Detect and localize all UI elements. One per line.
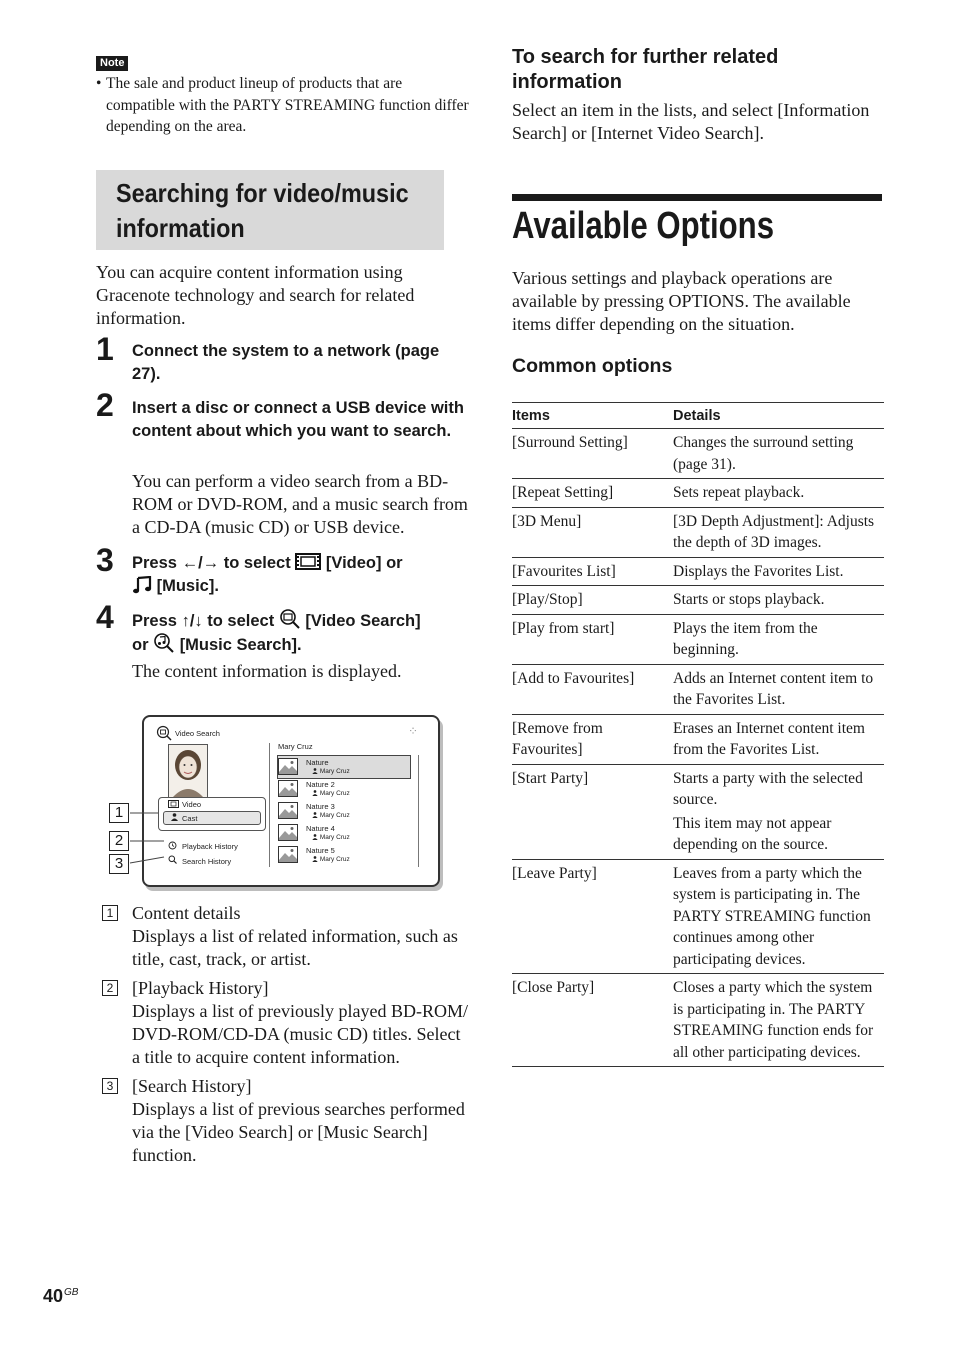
table-row (512, 764, 884, 859)
option-detail-text: Adds an Internet content item to the Favorites List. (673, 669, 874, 708)
option-detail-text: Starts or stops playback. (673, 591, 825, 608)
list-item[interactable] (278, 823, 408, 843)
callout-1: 1 (109, 803, 129, 823)
available-options-title: Available Options (512, 205, 775, 247)
legend-1 (132, 902, 472, 971)
option-details (673, 714, 884, 764)
legend-1-number: 1 (102, 905, 118, 921)
legend-3-desc: Displays a list of previous searches performed via the [Video Search] or [Music Search] function. (132, 1099, 465, 1165)
option-details (673, 429, 884, 479)
legend-2-desc: Displays a list of previously played BD-ROM/ DVD-ROM/CD-DA (music CD) titles. Select a title to acquire content information. (132, 1001, 468, 1067)
video-film-icon (295, 554, 321, 572)
heading-rule (512, 194, 882, 201)
table-header-row (512, 403, 884, 429)
list-item[interactable] (278, 845, 408, 865)
menu-search-history[interactable]: Search History (182, 857, 232, 866)
item-subtitle: Mary Cruz (312, 833, 350, 842)
left-right-arrows-icon: ←/→ (181, 554, 220, 572)
item-title: Nature 2 (306, 780, 335, 789)
option-item: [Start Party] (512, 764, 673, 859)
item-subtitle: Mary Cruz (312, 789, 350, 798)
item-title: Nature 4 (306, 824, 335, 833)
option-details (673, 479, 884, 508)
legend-1-title: Content details (132, 903, 241, 923)
option-item: [Play/Stop] (512, 586, 673, 615)
film-icon (168, 800, 179, 810)
option-detail-text: Plays the item from the beginning. (673, 619, 818, 658)
options-table (512, 402, 884, 1067)
option-item: [3D Menu] (512, 507, 673, 557)
page-number: $40^{GB}$ (43, 1286, 79, 1306)
table-row (512, 974, 884, 1067)
table-row (512, 429, 884, 479)
list-item[interactable] (278, 779, 408, 799)
item-title: Nature (306, 758, 329, 767)
step-2-title: Insert a disc or connect a USB device with content about which you want to search. (132, 399, 464, 440)
table-row (512, 586, 884, 615)
step-1-number: 1 (96, 331, 114, 367)
person-icon (312, 834, 318, 840)
option-details (673, 974, 884, 1067)
item-subtitle: Mary Cruz (312, 767, 350, 776)
person-icon (312, 768, 318, 774)
option-detail-text: Erases an Internet content item from the Favorites List. (673, 719, 865, 758)
person-icon (312, 790, 318, 796)
header-items: Items (512, 403, 673, 429)
video-search-header-icon (156, 725, 172, 743)
landscape-thumbnail-icon (278, 824, 298, 846)
list-item[interactable] (278, 801, 408, 821)
option-detail-text: Displays the Favorites List. (673, 562, 844, 580)
legend-3-number: 3 (102, 1078, 118, 1094)
section-title: Searching for video/music information (116, 178, 409, 243)
note-body: The sale and product lineup of products that are compatible with the PARTY STREAMING function differ depending on the area. (106, 75, 469, 135)
person-name: Mary Cruz (278, 742, 313, 751)
option-item: [Play from start] (512, 614, 673, 664)
table-row (512, 859, 884, 974)
note-text (96, 73, 471, 138)
loading-spinner-icon: ⁘ (408, 724, 419, 738)
section-header (96, 170, 444, 250)
legend-1-desc: Displays a list of related information, such as title, cast, track, or artist. (132, 926, 458, 969)
video-search-screen (142, 715, 440, 887)
up-down-arrows-icon: ↑/↓ (181, 612, 203, 630)
available-options-body: Various settings and playback operations are available by pressing OPTIONS. The available items differ depending on the situation. (512, 268, 851, 334)
option-item: [Close Party] (512, 974, 673, 1067)
option-item: [Surround Setting] (512, 429, 673, 479)
note-badge: Note (96, 56, 128, 71)
callout-3: 3 (109, 854, 129, 874)
option-details (673, 664, 884, 714)
legend-2 (132, 977, 472, 1069)
option-detail-text: Leaves from a party which the system is participating in. The PARTY STREAMING function continues among other participating devices. (673, 864, 871, 968)
option-detail-text: [3D Depth Adjustment]: Adjusts the depth of 3D images. (673, 512, 875, 551)
further-search-heading: To search for further related information (512, 46, 779, 93)
search-icon (168, 855, 177, 866)
option-detail-text: This item may not appear depending on the source. (673, 814, 832, 853)
person-icon (171, 813, 178, 823)
list-item[interactable] (278, 757, 408, 777)
option-details (673, 586, 884, 615)
item-subtitle: Mary Cruz (312, 811, 350, 820)
video-search-icon (279, 612, 301, 630)
legend-3-title: [Search History] (132, 1076, 252, 1096)
landscape-thumbnail-icon (278, 758, 298, 780)
callout-lines (128, 795, 168, 870)
table-row (512, 479, 884, 508)
panel-divider (269, 743, 270, 867)
callout-2: 2 (109, 831, 129, 851)
table-row (512, 614, 884, 664)
landscape-thumbnail-icon (278, 802, 298, 824)
option-details (673, 764, 884, 859)
option-detail-text: Changes the surround setting (page 31). (673, 434, 854, 473)
landscape-thumbnail-icon (278, 846, 298, 868)
list-scrollbar[interactable] (418, 755, 419, 867)
music-note-icon (132, 577, 152, 595)
step-4-number: 4 (96, 599, 114, 635)
item-subtitle: Mary Cruz (312, 855, 350, 864)
step-3-number: 3 (96, 542, 114, 578)
option-item: [Repeat Setting] (512, 479, 673, 508)
table-row (512, 664, 884, 714)
table-row (512, 557, 884, 586)
option-detail-text: Starts a party with the selected source. (673, 769, 863, 808)
step-4-title: Press ↑/↓ to select [Video Search] or [Music Search]. (132, 612, 421, 654)
legend-3 (132, 1075, 472, 1167)
option-details (673, 614, 884, 664)
intro-text: You can acquire content information using Gracenote technology and search for related information. (96, 262, 415, 328)
table-row (512, 714, 884, 764)
item-title: Nature 5 (306, 846, 335, 855)
bullet: • (96, 75, 102, 92)
step-4-body: The content information is displayed. (132, 661, 402, 681)
screen-header-title: Video Search (175, 729, 220, 738)
step-2-body: You can perform a video search from a BD-ROM or DVD-ROM, and a music search from a CD-DA (music CD) or USB device. (132, 471, 468, 537)
step-1-title: Connect the system to a network (page 27). (132, 342, 440, 383)
option-details (673, 557, 884, 586)
legend-2-number: 2 (102, 980, 118, 996)
common-options-heading: Common options (512, 355, 673, 377)
option-details (673, 507, 884, 557)
landscape-thumbnail-icon (278, 780, 298, 802)
person-icon (312, 856, 318, 862)
option-item: [Leave Party] (512, 859, 673, 974)
further-search-body: Select an item in the lists, and select [Information Search] or [Internet Video Search]. (512, 100, 870, 143)
portrait-thumbnail (168, 744, 208, 798)
option-details (673, 859, 884, 974)
menu-video[interactable]: Video (182, 800, 202, 809)
history-icon (168, 841, 177, 852)
option-item: [Favourites List] (512, 557, 673, 586)
person-icon (312, 812, 318, 818)
menu-playback-history[interactable]: Playback History (182, 842, 238, 851)
step-2-number: 2 (96, 387, 114, 423)
table-row (512, 507, 884, 557)
item-title: Nature 3 (306, 802, 335, 811)
menu-cast[interactable]: Cast (182, 814, 198, 823)
option-item: [Add to Favourites] (512, 664, 673, 714)
music-search-icon (153, 636, 175, 654)
option-item: [Remove from Favourites] (512, 714, 673, 764)
header-details: Details (673, 403, 884, 429)
legend-2-title: [Playback History] (132, 978, 269, 998)
step-3-title: Press ←/→ to select [Video] or [Music]. (132, 554, 403, 595)
option-detail-text: Closes a party which the system is participating in. The PARTY STREAMING function ends for all other participating devices. (673, 979, 874, 1061)
option-detail-text: Sets repeat playback. (673, 484, 805, 501)
